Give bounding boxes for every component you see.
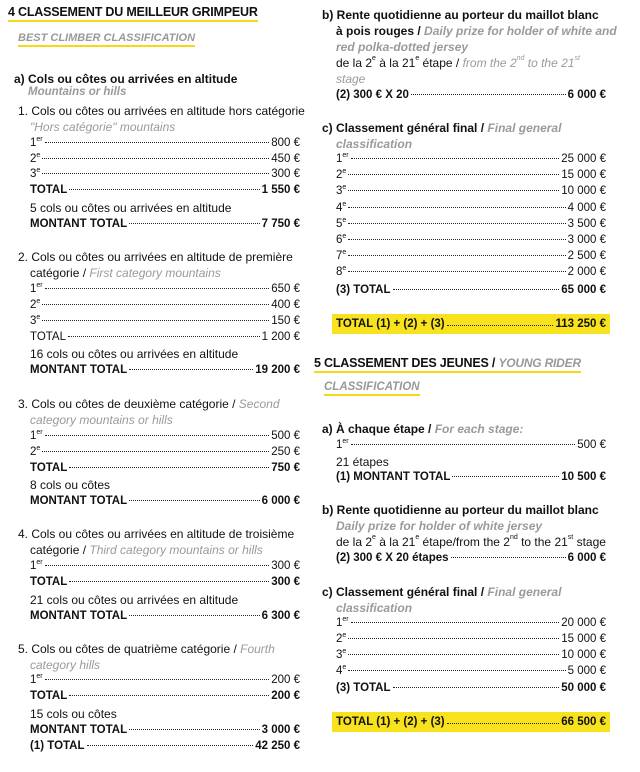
rank-label: 2e bbox=[336, 632, 347, 645]
rank-label: 4e bbox=[336, 664, 347, 677]
mountains-grand-total-row: (1) TOTAL 42 250 € bbox=[30, 740, 300, 752]
white-calc-row: (2) 300 € X 20 étapes 6 000 € bbox=[336, 552, 606, 564]
cat2-montant-row: MONTANT TOTAL 6 000 € bbox=[30, 495, 300, 507]
rank-label: 7e bbox=[336, 249, 347, 263]
cat2-english: category mountains or hills bbox=[30, 413, 173, 427]
leader-dots bbox=[42, 173, 269, 174]
leader-dots bbox=[348, 654, 559, 655]
rank-label: 1er bbox=[336, 438, 349, 451]
prize-row bbox=[30, 315, 300, 329]
prize-row bbox=[336, 202, 606, 216]
prize-amount: 500 € bbox=[271, 430, 300, 442]
prize-row bbox=[30, 283, 300, 297]
hc-total-row: TOTAL 1 550 € bbox=[30, 184, 300, 196]
white-daily-title: b) Rente quotidienne au porteur du maillot blanc bbox=[322, 503, 599, 517]
cat3-count: 21 cols ou côtes ou arrivées en altitude bbox=[30, 593, 239, 607]
prize-amount: 15 000 € bbox=[561, 169, 606, 182]
rank-label: 3e bbox=[336, 648, 347, 661]
rank-label: 1er bbox=[30, 429, 43, 442]
cat2-count: 8 cols ou côtes bbox=[30, 478, 111, 492]
prize-amount: 4 000 € bbox=[567, 201, 606, 214]
rank-label: 1er bbox=[30, 559, 43, 572]
rank-label: 2e bbox=[336, 168, 347, 182]
cat4-english: category hills bbox=[30, 658, 101, 672]
prize-amount: 3 500 € bbox=[567, 217, 606, 230]
prize-amount: 10 000 € bbox=[561, 649, 606, 661]
prize-amount: 800 € bbox=[271, 137, 300, 149]
rank-label: 2e bbox=[30, 445, 41, 458]
prize-row bbox=[336, 266, 606, 280]
polka-stage-range: de la 2e à la 21e étape / from the 2nd to the 21st bbox=[336, 55, 580, 70]
prize-amount: 2 000 € bbox=[567, 266, 606, 279]
young-final-english: classification bbox=[336, 601, 413, 615]
young-each-stage-title: a) À chaque étape / For each stage: bbox=[322, 422, 524, 436]
leader-dots bbox=[45, 288, 270, 289]
prize-amount: 3 000 € bbox=[567, 234, 606, 246]
leader-dots bbox=[351, 622, 560, 623]
prize-row bbox=[336, 649, 606, 663]
hc-title: 1. Cols ou côtes ou arrivées en altitude hors catégorie bbox=[18, 104, 305, 118]
prize-row bbox=[30, 560, 300, 574]
leader-dots bbox=[45, 679, 270, 680]
prize-row bbox=[336, 234, 606, 248]
leader-dots bbox=[348, 638, 559, 639]
rank-label: 4e bbox=[336, 200, 347, 214]
polka-final-english: classification bbox=[336, 137, 413, 151]
cat1-title: 2. Cols ou côtes ou arrivées en altitude de première bbox=[18, 250, 293, 264]
best-climber-subtitle: BEST CLIMBER CLASSIFICATION bbox=[18, 32, 195, 47]
leader-dots bbox=[42, 158, 269, 159]
rank-label: 1er bbox=[30, 282, 43, 295]
best-climber-title: 4 CLASSEMENT DU MEILLEUR GRIMPEUR bbox=[8, 5, 258, 22]
prize-row bbox=[336, 633, 606, 647]
prize-amount: 650 € bbox=[271, 283, 300, 295]
prize-row bbox=[336, 439, 606, 453]
cat1-total-row: TOTAL 1 200 € bbox=[30, 331, 300, 343]
cat2-total-row: TOTAL 750 € bbox=[30, 462, 300, 474]
young-grand-total-row: TOTAL (1) + (2) + (3) 66 500 € bbox=[332, 712, 610, 732]
prize-row bbox=[336, 218, 606, 232]
rank-label: 2e bbox=[30, 298, 41, 311]
polka-final-title: c) Classement général final / Final general bbox=[322, 121, 562, 135]
cat2-title: 3. Cols ou côtes de deuxième catégorie / Second bbox=[18, 397, 280, 411]
polka-daily-title: b) Rente quotidienne au porteur du maillot blanc bbox=[322, 8, 599, 22]
prize-amount: 5 000 € bbox=[567, 665, 606, 677]
rank-label: 3e bbox=[30, 167, 41, 180]
leader-dots bbox=[348, 190, 559, 191]
rank-label: 1er bbox=[30, 673, 43, 686]
leader-dots bbox=[42, 304, 269, 305]
prize-amount: 150 € bbox=[271, 315, 300, 327]
leader-dots bbox=[42, 320, 269, 321]
rank-label: 8e bbox=[336, 265, 347, 279]
rank-label: 1er bbox=[30, 136, 43, 149]
leader-dots bbox=[348, 174, 559, 175]
cat1-title-line2: catégorie / First category mountains bbox=[30, 266, 221, 280]
prize-amount: 2 500 € bbox=[567, 250, 606, 263]
young-final-title: c) Classement général final / Final general bbox=[322, 585, 562, 599]
rank-label: 1er bbox=[336, 616, 349, 629]
young-stage-count: 21 étapes bbox=[336, 455, 389, 469]
rank-label: 1er bbox=[336, 152, 349, 165]
young-montant-row: (1) MONTANT TOTAL 10 500 € bbox=[336, 471, 606, 483]
prize-row bbox=[30, 153, 300, 167]
rank-label: 5e bbox=[336, 216, 347, 230]
prize-amount: 300 € bbox=[271, 560, 300, 572]
polka-daily-title-line2: à pois rouges / Daily prize for holder of white and bbox=[336, 24, 617, 38]
prize-row bbox=[336, 169, 606, 183]
polka-daily-english: red polka-dotted jersey bbox=[336, 40, 469, 54]
section-a-title: a) Cols ou côtes ou arrivées en altitude bbox=[14, 72, 238, 86]
leader-dots bbox=[348, 207, 565, 208]
leader-dots bbox=[45, 435, 270, 436]
leader-dots bbox=[45, 565, 270, 566]
prize-row bbox=[30, 430, 300, 444]
young-rider-title: 5 CLASSEMENT DES JEUNES / YOUNG RIDER bbox=[314, 356, 581, 373]
prize-row bbox=[30, 674, 300, 688]
polka-calc-row: (2) 300 € X 20 6 000 € bbox=[336, 89, 606, 101]
cat4-title: 5. Cols ou côtes de quatrième catégorie / Fourth bbox=[18, 642, 275, 656]
prize-amount: 500 € bbox=[577, 439, 606, 451]
cat4-total-row: TOTAL 200 € bbox=[30, 690, 300, 702]
rank-label: 3e bbox=[30, 314, 41, 327]
prize-row bbox=[336, 250, 606, 264]
prize-amount: 20 000 € bbox=[561, 617, 606, 629]
polka-stage-english-end: stage bbox=[336, 72, 366, 86]
prize-amount: 250 € bbox=[271, 446, 300, 458]
hc-count: 5 cols ou côtes ou arrivées en altitude bbox=[30, 201, 232, 215]
young-final-total-row: (3) TOTAL 50 000 € bbox=[336, 682, 606, 694]
rank-label: 2e bbox=[30, 151, 41, 165]
leader-dots bbox=[348, 239, 565, 240]
prize-row bbox=[30, 299, 300, 313]
polka-grand-total-row: TOTAL (1) + (2) + (3) 113 250 € bbox=[332, 314, 610, 334]
prize-row bbox=[30, 168, 300, 182]
prize-row bbox=[336, 153, 606, 167]
leader-dots bbox=[351, 158, 560, 159]
cat3-title: 4. Cols ou côtes ou arrivées en altitude de troisième bbox=[18, 527, 295, 541]
young-rider-subtitle: CLASSIFICATION bbox=[324, 381, 420, 396]
prize-amount: 300 € bbox=[271, 168, 300, 180]
prize-row bbox=[30, 137, 300, 151]
cat4-count: 15 cols ou côtes bbox=[30, 707, 117, 721]
hc-montant-row: MONTANT TOTAL 7 750 € bbox=[30, 218, 300, 230]
leader-dots bbox=[348, 670, 565, 671]
cat1-montant-row: MONTANT TOTAL 19 200 € bbox=[30, 364, 300, 376]
prize-row bbox=[30, 446, 300, 460]
cat1-count: 16 cols ou côtes ou arrivées en altitude bbox=[30, 347, 239, 361]
leader-dots bbox=[42, 451, 269, 452]
section-a-subtitle: Mountains or hills bbox=[28, 86, 127, 98]
cat4-montant-row: MONTANT TOTAL 3 000 € bbox=[30, 724, 300, 736]
rank-label: 6e bbox=[336, 233, 347, 246]
prize-amount: 200 € bbox=[271, 674, 300, 686]
leader-dots bbox=[348, 223, 565, 224]
prize-amount: 25 000 € bbox=[561, 153, 606, 165]
white-stage-range: de la 2e à la 21e étape/from the 2nd to the 21st stage bbox=[336, 534, 606, 549]
leader-dots bbox=[348, 255, 565, 256]
prize-amount: 15 000 € bbox=[561, 633, 606, 645]
prize-amount: 10 000 € bbox=[561, 185, 606, 198]
prize-row bbox=[336, 185, 606, 199]
rank-label: 3e bbox=[336, 184, 347, 198]
prize-amount: 450 € bbox=[271, 152, 300, 165]
cat3-montant-row: MONTANT TOTAL 6 300 € bbox=[30, 610, 300, 622]
prize-row bbox=[336, 617, 606, 631]
prize-row bbox=[336, 665, 606, 679]
prize-amount: 400 € bbox=[271, 299, 300, 311]
cat3-title-line2: catégorie / Third category mountains or hills bbox=[30, 543, 263, 557]
leader-dots bbox=[351, 444, 576, 445]
leader-dots bbox=[45, 142, 270, 143]
leader-dots bbox=[348, 271, 565, 272]
white-daily-english: Daily prize for holder of white jersey bbox=[336, 519, 543, 533]
cat3-total-row: TOTAL 300 € bbox=[30, 576, 300, 588]
hc-english: "Hors catégorie" mountains bbox=[30, 120, 176, 134]
polka-final-total-row: (3) TOTAL 65 000 € bbox=[336, 284, 606, 296]
